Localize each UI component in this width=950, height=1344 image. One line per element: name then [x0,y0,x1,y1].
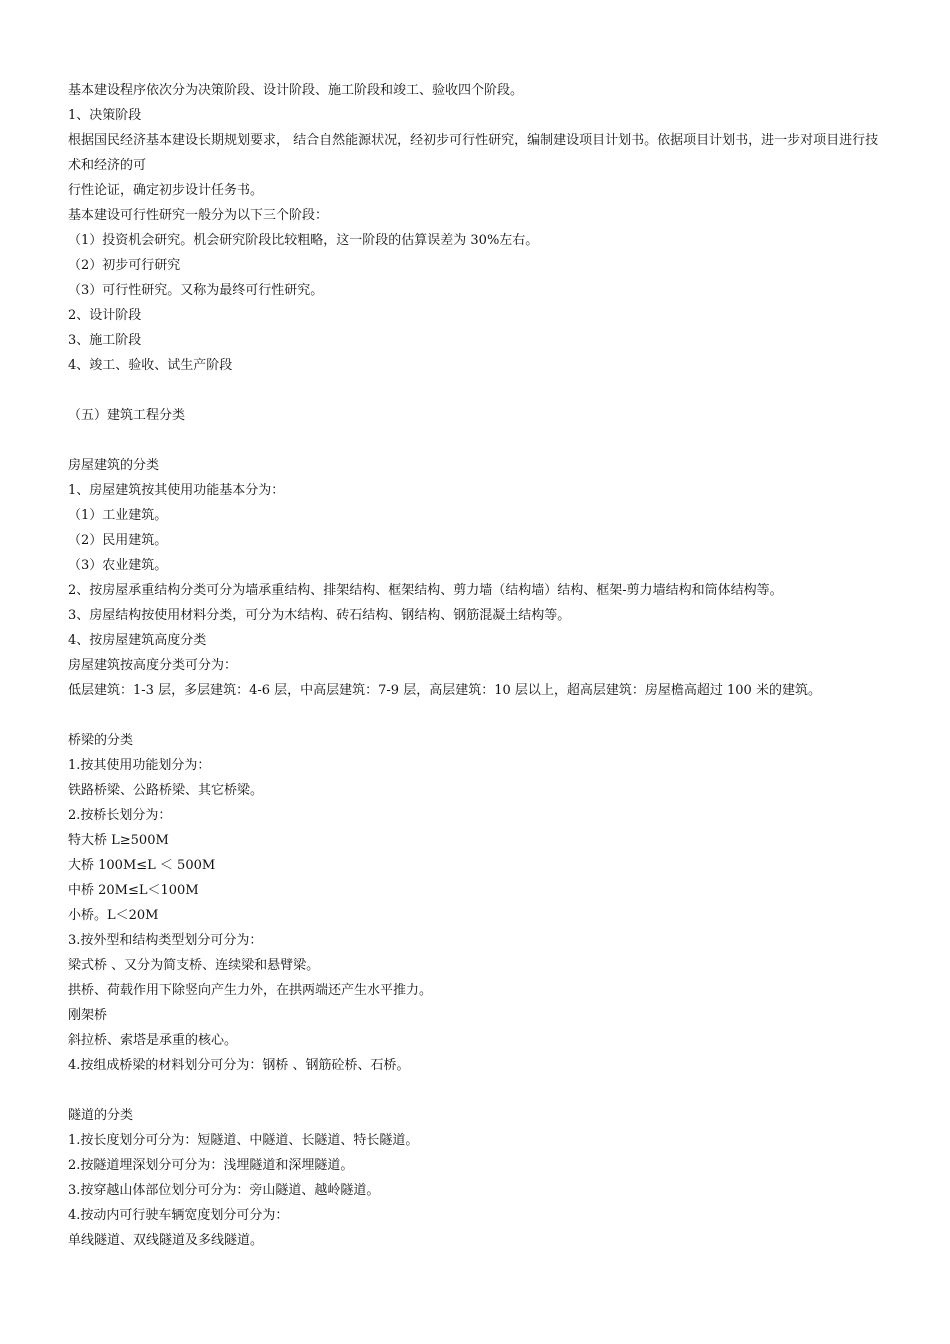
bridge-item-3: 3.按外型和结构类型划分可分为： [68,933,263,948]
spacer [68,378,888,403]
document-page [68,78,888,1253]
tunnel-item-3: 3.按穿越山体部位划分可分为：旁山隧道、越岭隧道。 [68,1183,380,1198]
intro-paragraph: 基本建设程序依次分为决策阶段、设计阶段、施工阶段和竣工、验收四个阶段。 [68,83,524,98]
building-item-4-b: 低层建筑：1-3 层，多层建筑：4-6 层，中高层建筑：7-9 层，高层建筑：10 层以上，超高层建筑：房屋檐高超过 100 米的建筑。 [68,683,821,698]
stage-3-heading: 3、施工阶段 [68,333,142,348]
feasibility-item-2: （2）初步可行研究 [68,258,181,273]
tunnel-item-1: 1.按长度划分可分为：短隧道、中隧道、长隧道、特长隧道。 [68,1133,419,1148]
building-heading: 房屋建筑的分类 [68,458,160,473]
building-item-2: 2、按房屋承重结构分类可分为墙承重结构、排架结构、框架结构、剪力墙（结构墙）结构、框架-剪力墙结构和筒体结构等。 [68,583,783,598]
bridge-item-1: 1.按其使用功能划分为： [68,758,211,773]
tunnel-item-4-a: 单线隧道、双线隧道及多线隧道。 [68,1233,264,1248]
bridge-item-3-c: 刚架桥 [68,1008,108,1023]
section-5-heading: （五）建筑工程分类 [68,408,186,423]
bridge-heading: 桥梁的分类 [68,733,134,748]
stage-1-heading: 1、决策阶段 [68,108,142,123]
bridge-item-2-b: 大桥 100M≤L ＜ 500M [68,858,216,873]
building-item-1-2: （2）民用建筑。 [68,533,168,548]
bridge-item-1-a: 铁路桥梁、公路桥梁、其它桥梁。 [68,783,264,798]
stage-4-heading: 4、竣工、验收、试生产阶段 [68,358,233,373]
bridge-item-2: 2.按桥长划分为： [68,808,172,823]
building-item-4-a: 房屋建筑按高度分类可分为： [68,658,238,673]
stage-1-paragraph: 根据国民经济基本建设长期规划要求， 结合自然能源状况，经初步可行性研究，编制建设项目计划书。依据项目计划书，进一步对项目进行技术和经济的可 [68,133,879,173]
spacer [68,1078,888,1103]
feasibility-item-3: （3）可行性研究。又称为最终可行性研究。 [68,283,324,298]
feasibility-intro: 基本建设可行性研究一般分为以下三个阶段： [68,208,329,223]
building-item-1: 1、房屋建筑按其使用功能基本分为： [68,483,285,498]
stage-2-heading: 2、设计阶段 [68,308,142,323]
spacer [68,703,888,728]
tunnel-item-4: 4.按动内可行驶车辆宽度划分可分为： [68,1208,289,1223]
building-item-1-1: （1）工业建筑。 [68,508,168,523]
stage-1-paragraph-cont: 行性论证，确定初步设计任务书。 [68,183,264,198]
bridge-item-2-d: 小桥。L＜20M [68,908,159,923]
bridge-item-2-a: 特大桥 L≥500M [68,833,169,848]
bridge-item-4: 4.按组成桥梁的材料划分可分为：钢桥 、钢筋砼桥、石桥。 [68,1058,410,1073]
building-item-4: 4、按房屋建筑高度分类 [68,633,207,648]
bridge-item-3-a: 梁式桥 、又分为简支桥、连续梁和悬臂梁。 [68,958,320,973]
tunnel-item-2: 2.按隧道埋深划分可分为：浅埋隧道和深埋隧道。 [68,1158,354,1173]
building-item-3: 3、房屋结构按使用材料分类，可分为木结构、砖石结构、钢结构、钢筋混凝土结构等。 [68,608,571,623]
bridge-item-3-d: 斜拉桥、索塔是承重的核心。 [68,1033,238,1048]
bridge-item-3-b: 拱桥、荷载作用下除竖向产生力外，在拱两端还产生水平推力。 [68,983,433,998]
feasibility-item-1: （1）投资机会研究。机会研究阶段比较粗略，这一阶段的估算误差为 30%左右。 [68,233,539,248]
building-item-1-3: （3）农业建筑。 [68,558,168,573]
spacer [68,428,888,453]
bridge-item-2-c: 中桥 20M≤L＜100M [68,883,199,898]
tunnel-heading: 隧道的分类 [68,1108,134,1123]
